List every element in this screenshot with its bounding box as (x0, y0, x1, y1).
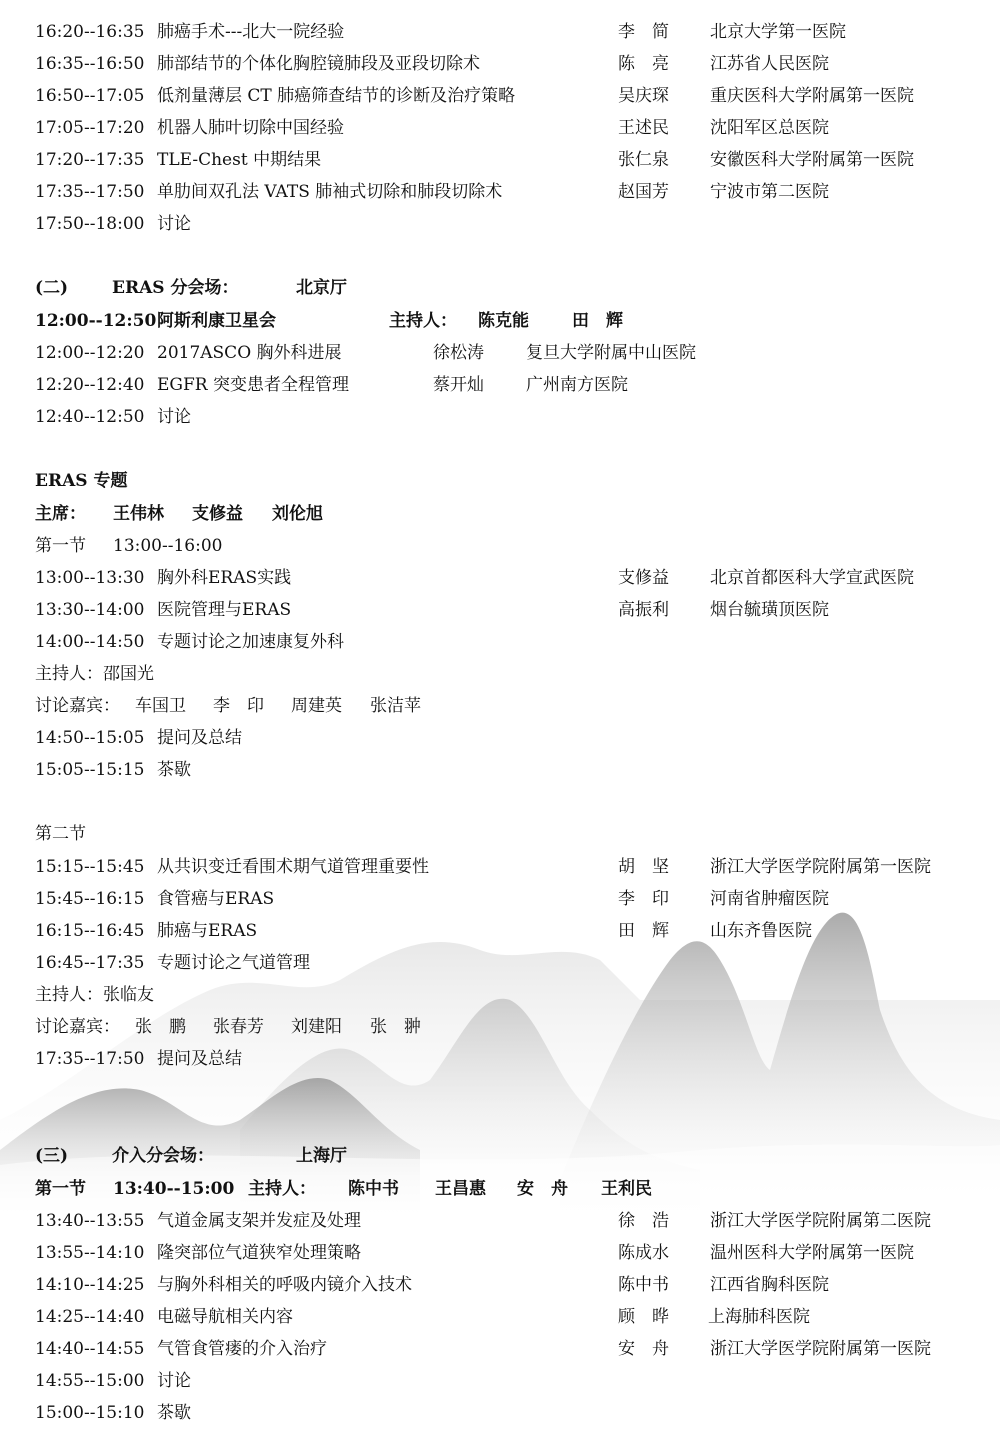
session-heading (35, 531, 980, 561)
time-cell: 17:35--17:50 (35, 182, 145, 202)
topic-cell: 茶歇 (157, 1403, 191, 1423)
speaker-cell: 赵国芳 (618, 182, 669, 202)
topic-cell: 专题讨论之气道管理 (157, 953, 310, 973)
session-label: 第一节 (35, 1179, 86, 1199)
venue-heading (35, 273, 980, 303)
table-row (35, 1334, 980, 1364)
guest-name: 张 翀 (370, 1017, 421, 1037)
speaker-cell: 陈中书 (618, 1275, 669, 1295)
topic-cell: 单肋间双孔法 VATS 肺袖式切除和肺段切除术 (157, 182, 503, 202)
hospital-cell: 江西省胸科医院 (710, 1275, 829, 1295)
topic-cell: 提问及总结 (157, 728, 242, 748)
chair-label: 主席： (35, 504, 86, 524)
session-label: 第二节 (35, 824, 86, 844)
speaker-cell: 吴庆琛 (618, 86, 669, 106)
guest-name: 车国卫 (135, 696, 186, 716)
host-label: 主持人： (248, 1179, 316, 1199)
time-cell: 14:00--14:50 (35, 632, 145, 652)
topic-cell: 2017ASCO 胸外科进展 (157, 343, 342, 363)
table-row (35, 209, 980, 239)
topic-cell: 提问及总结 (157, 1049, 242, 1069)
hospital-cell: 北京首都医科大学宣武医院 (710, 568, 914, 588)
topic-cell: 与胸外科相关的呼吸内镜介入技术 (157, 1275, 412, 1295)
speaker-cell: 高振利 (618, 600, 669, 620)
hospital-cell: 上海肺科医院 (708, 1307, 810, 1327)
host-name: 陈中书 (348, 1179, 399, 1199)
topic-cell: 专题讨论之加速康复外科 (157, 632, 344, 652)
venue-hall: 上海厅 (296, 1146, 347, 1166)
topic-cell: 机器人肺叶切除中国经验 (157, 118, 344, 138)
table-row (35, 145, 980, 175)
table-row (35, 370, 980, 400)
table-row (35, 1206, 980, 1236)
time-cell: 16:50--17:05 (35, 86, 145, 106)
hospital-cell: 江苏省人民医院 (710, 54, 829, 74)
time-cell: 16:35--16:50 (35, 54, 145, 74)
topic-cell: 茶歇 (157, 760, 191, 780)
topic-cell: 胸外科ERAS实践 (157, 568, 292, 588)
time-cell: 14:55--15:00 (35, 1371, 145, 1391)
chair-name: 支修益 (192, 504, 243, 524)
host-name: 陈克能 (478, 311, 529, 331)
topic-cell: 低剂量薄层 CT 肺癌筛查结节的诊断及治疗策略 (157, 86, 516, 106)
venue-heading (35, 1141, 980, 1171)
speaker-cell: 陈成水 (618, 1243, 669, 1263)
speaker-cell: 支修益 (618, 568, 669, 588)
topic-cell: 从共识变迁看围术期气道管理重要性 (157, 857, 429, 877)
table-row (35, 402, 980, 432)
session-label: 第一节 (35, 536, 86, 556)
hospital-cell: 浙江大学医学院附属第一医院 (710, 857, 931, 877)
guests-label: 讨论嘉宾： (35, 1017, 120, 1037)
table-row (35, 1398, 980, 1428)
time-cell: 13:30--14:00 (35, 600, 145, 620)
hospital-cell: 广州南方医院 (526, 375, 628, 395)
topic-cell: EGFR 突变患者全程管理 (157, 375, 349, 395)
session-header (35, 1174, 980, 1204)
guests-line (35, 1012, 980, 1042)
guest-name: 刘建阳 (291, 1017, 342, 1037)
host-line: 主持人：张临友 (35, 985, 154, 1005)
table-row (35, 1270, 980, 1300)
hospital-cell: 浙江大学医学院附属第一医院 (710, 1339, 931, 1359)
table-row (35, 177, 980, 207)
host-label: 主持人： (389, 311, 457, 331)
session-title: 阿斯利康卫星会 (157, 311, 276, 331)
topic-cell: 讨论 (157, 1371, 191, 1391)
chair-line (35, 499, 980, 529)
table-row (35, 1366, 980, 1396)
hospital-cell: 沈阳军区总医院 (710, 118, 829, 138)
guest-name: 李 印 (213, 696, 264, 716)
table-row (35, 338, 980, 368)
time-cell: 13:55--14:10 (35, 1243, 145, 1263)
hospital-cell: 北京大学第一医院 (710, 22, 846, 42)
topic-cell: 肺癌手术---北大一院经验 (157, 22, 345, 42)
satellite-session-header (35, 306, 980, 336)
speaker-cell: 张仁泉 (618, 150, 669, 170)
speaker-cell: 徐松涛 (433, 343, 484, 363)
time-cell: 15:05--15:15 (35, 760, 145, 780)
host-name: 王利民 (601, 1179, 652, 1199)
table-row (35, 81, 980, 111)
time-cell: 12:40--12:50 (35, 407, 145, 427)
topic-cell: 讨论 (157, 214, 191, 234)
venue-number: (二) (35, 278, 69, 298)
topic-cell: 隆突部位气道狭窄处理策略 (157, 1243, 361, 1263)
guests-label: 讨论嘉宾： (35, 696, 120, 716)
chair-name: 刘伦旭 (272, 504, 323, 524)
time-cell: 15:00--15:10 (35, 1403, 145, 1423)
time-cell: 16:15--16:45 (35, 921, 145, 941)
table-row (35, 852, 980, 882)
hospital-cell: 温州医科大学附属第一医院 (710, 1243, 914, 1263)
venue-hall: 北京厅 (296, 278, 347, 298)
guest-name: 张 鹏 (135, 1017, 186, 1037)
time-cell: 12:00--12:20 (35, 343, 145, 363)
time-cell: 17:20--17:35 (35, 150, 145, 170)
guest-name: 周建英 (291, 696, 342, 716)
time-cell: 16:45--17:35 (35, 953, 145, 973)
time-cell: 15:45--16:15 (35, 889, 145, 909)
table-row (35, 627, 980, 657)
topic-cell: 气道金属支架并发症及处理 (157, 1211, 361, 1231)
table-row (35, 1238, 980, 1268)
hospital-cell: 山东齐鲁医院 (710, 921, 812, 941)
table-row (35, 113, 980, 143)
session-heading (35, 819, 980, 849)
guest-name: 张春芳 (213, 1017, 264, 1037)
table-row (35, 755, 980, 785)
venue-number: (三) (35, 1146, 69, 1166)
speaker-cell: 胡 坚 (618, 857, 669, 877)
time-cell: 16:20--16:35 (35, 22, 145, 42)
time-cell: 17:35--17:50 (35, 1049, 145, 1069)
time-cell: 17:05--17:20 (35, 118, 145, 138)
speaker-cell: 陈 亮 (618, 54, 669, 74)
speaker-cell: 安 舟 (618, 1339, 669, 1359)
table-row (35, 595, 980, 625)
hospital-cell: 安徽医科大学附属第一医院 (710, 150, 914, 170)
topic-cell: 讨论 (157, 407, 191, 427)
time-cell: 17:50--18:00 (35, 214, 145, 234)
time-cell: 14:25--14:40 (35, 1307, 145, 1327)
time-cell: 14:50--15:05 (35, 728, 145, 748)
table-row (35, 49, 980, 79)
topic-cell: TLE-Chest 中期结果 (157, 150, 322, 170)
time-cell: 15:15--15:45 (35, 857, 145, 877)
speaker-cell: 徐 浩 (618, 1211, 669, 1231)
section-title: ERAS 专题 (35, 471, 128, 491)
table-row (35, 1044, 980, 1074)
host-name: 安 舟 (517, 1179, 568, 1199)
topic-cell: 气管食管瘘的介入治疗 (157, 1339, 327, 1359)
topic-cell: 肺部结节的个体化胸腔镜肺段及亚段切除术 (157, 54, 480, 74)
host-name: 王昌惠 (435, 1179, 486, 1199)
hospital-cell: 重庆医科大学附属第一医院 (710, 86, 914, 106)
table-row (35, 723, 980, 753)
hospital-cell: 宁波市第二医院 (710, 182, 829, 202)
guests-line (35, 691, 980, 721)
host-name: 田 辉 (572, 311, 623, 331)
time-cell: 14:40--14:55 (35, 1339, 145, 1359)
host-line: 主持人：邵国光 (35, 664, 154, 684)
time-cell: 14:10--14:25 (35, 1275, 145, 1295)
speaker-cell: 田 辉 (618, 921, 669, 941)
session-time: 13:40--15:00 (113, 1179, 235, 1199)
topic-cell: 肺癌与ERAS (157, 921, 258, 941)
table-row (35, 17, 980, 47)
hospital-cell: 河南省肿瘤医院 (710, 889, 829, 909)
topic-cell: 电磁导航相关内容 (157, 1307, 293, 1327)
speaker-cell: 蔡开灿 (433, 375, 484, 395)
hospital-cell: 浙江大学医学院附属第二医院 (710, 1211, 931, 1231)
venue-name: 介入分会场： (112, 1146, 214, 1166)
speaker-cell: 王述民 (618, 118, 669, 138)
time-cell: 13:00--13:30 (35, 568, 145, 588)
hospital-cell: 烟台毓璜顶医院 (710, 600, 829, 620)
table-row (35, 948, 980, 978)
table-row (35, 916, 980, 946)
speaker-cell: 顾 晔 (618, 1307, 669, 1327)
session-time: 13:00--16:00 (113, 536, 223, 556)
chair-name: 王伟林 (113, 504, 164, 524)
time-cell: 12:20--12:40 (35, 375, 145, 395)
hospital-cell: 复旦大学附属中山医院 (526, 343, 696, 363)
topic-cell: 医院管理与ERAS (157, 600, 292, 620)
time-cell: 12:00--12:50 (35, 311, 157, 331)
topic-cell: 食管癌与ERAS (157, 889, 275, 909)
time-cell: 13:40--13:55 (35, 1211, 145, 1231)
speaker-cell: 李 简 (618, 22, 669, 42)
table-row (35, 884, 980, 914)
guest-name: 张洁苹 (370, 696, 421, 716)
speaker-cell: 李 印 (618, 889, 669, 909)
table-row (35, 563, 980, 593)
venue-name: ERAS 分会场： (112, 278, 239, 298)
table-row (35, 1302, 980, 1332)
